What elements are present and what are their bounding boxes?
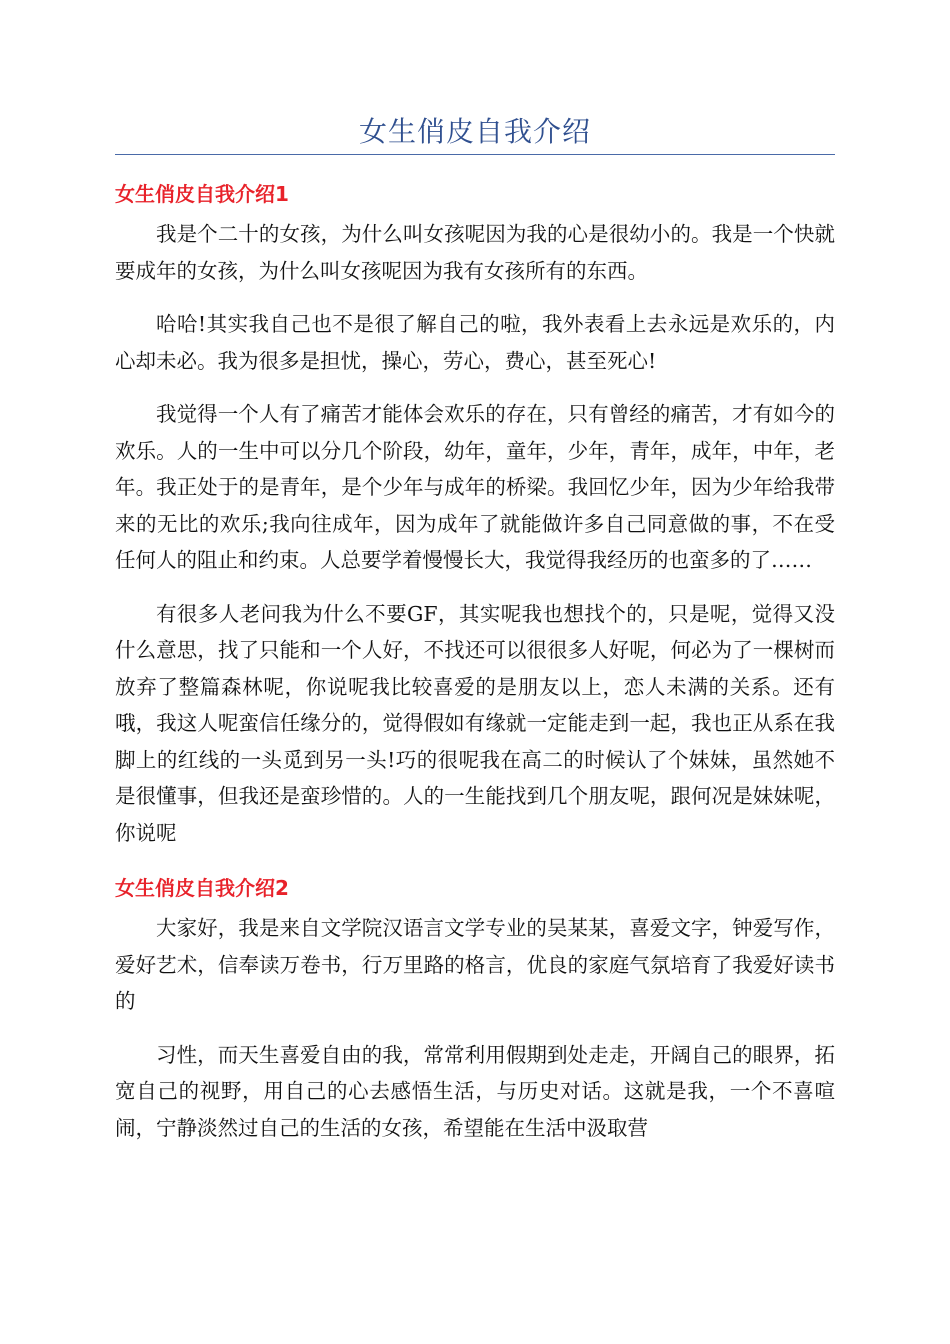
paragraph: 我是个二十的女孩，为什么叫女孩呢因为我的心是很幼小的。我是一个快就要成年的女孩，为什么叫女孩呢因为我有女孩所有的东西。 <box>115 222 835 283</box>
paragraph: 大家好，我是来自文学院汉语言文学专业的吴某某，喜爱文字，钟爱写作，爱好艺术，信奉读万卷书，行万里路的格言，优良的家庭气氛培育了我爱好读书的 <box>115 916 835 1013</box>
paragraph: 哈哈!其实我自己也不是很了解自己的啦，我外表看上去永远是欢乐的，内心却未必。我为很多是担忧，操心，劳心，费心，甚至死心! <box>115 312 835 373</box>
document-title: 女生俏皮自我介绍 <box>358 115 591 148</box>
section-1 <box>115 174 835 851</box>
title-underline <box>115 154 835 155</box>
section-2 <box>115 868 835 1146</box>
section-heading: 女生俏皮自我介绍2 <box>115 876 289 900</box>
paragraph: 有很多人老问我为什么不要GF，其实呢我也想找个的，只是呢，觉得又没什么意思，找了只能和一个人好，不找还可以很很多人好呢，何必为了一棵树而放弃了整篇森林呢，你说呢我比较喜爱的是朋友以上，恋人未满的关系。还有哦，我这人呢蛮信任缘分的，觉得假如有缘就一定能走到一起，我也正从系在我脚上的红线的一头觅到另一头!巧的很呢我在高二的时候认了个妹妹，虽然她不是很懂事，但我还是蛮珍惜的。人的一生能找到几个朋友呢，跟何况是妹妹呢，你说呢 <box>115 601 835 845</box>
paragraph: 习性，而天生喜爱自由的我，常常利用假期到处走走，开阔自己的眼界，拓宽自己的视野，用自己的心去感悟生活，与历史对话。这就是我，一个不喜喧闹，宁静淡然过自己的生活的女孩，希望能在生活中汲取营 <box>115 1042 835 1140</box>
paragraph: 我觉得一个人有了痛苦才能体会欢乐的存在，只有曾经的痛苦，才有如今的欢乐。人的一生中可以分几个阶段，幼年，童年，少年，青年，成年，中年，老年。我正处于的是青年，是个少年与成年的桥梁。我回忆少年，因为少年给我带来的无比的欢乐;我向往成年，因为成年了就能做许多自己同意做的事，不在受任何人的阻止和约束。人总要学着慢慢长大，我觉得我经历的也蛮多的了…… <box>115 402 835 572</box>
document-body <box>115 174 835 1163</box>
section-heading: 女生俏皮自我介绍1 <box>115 182 289 206</box>
